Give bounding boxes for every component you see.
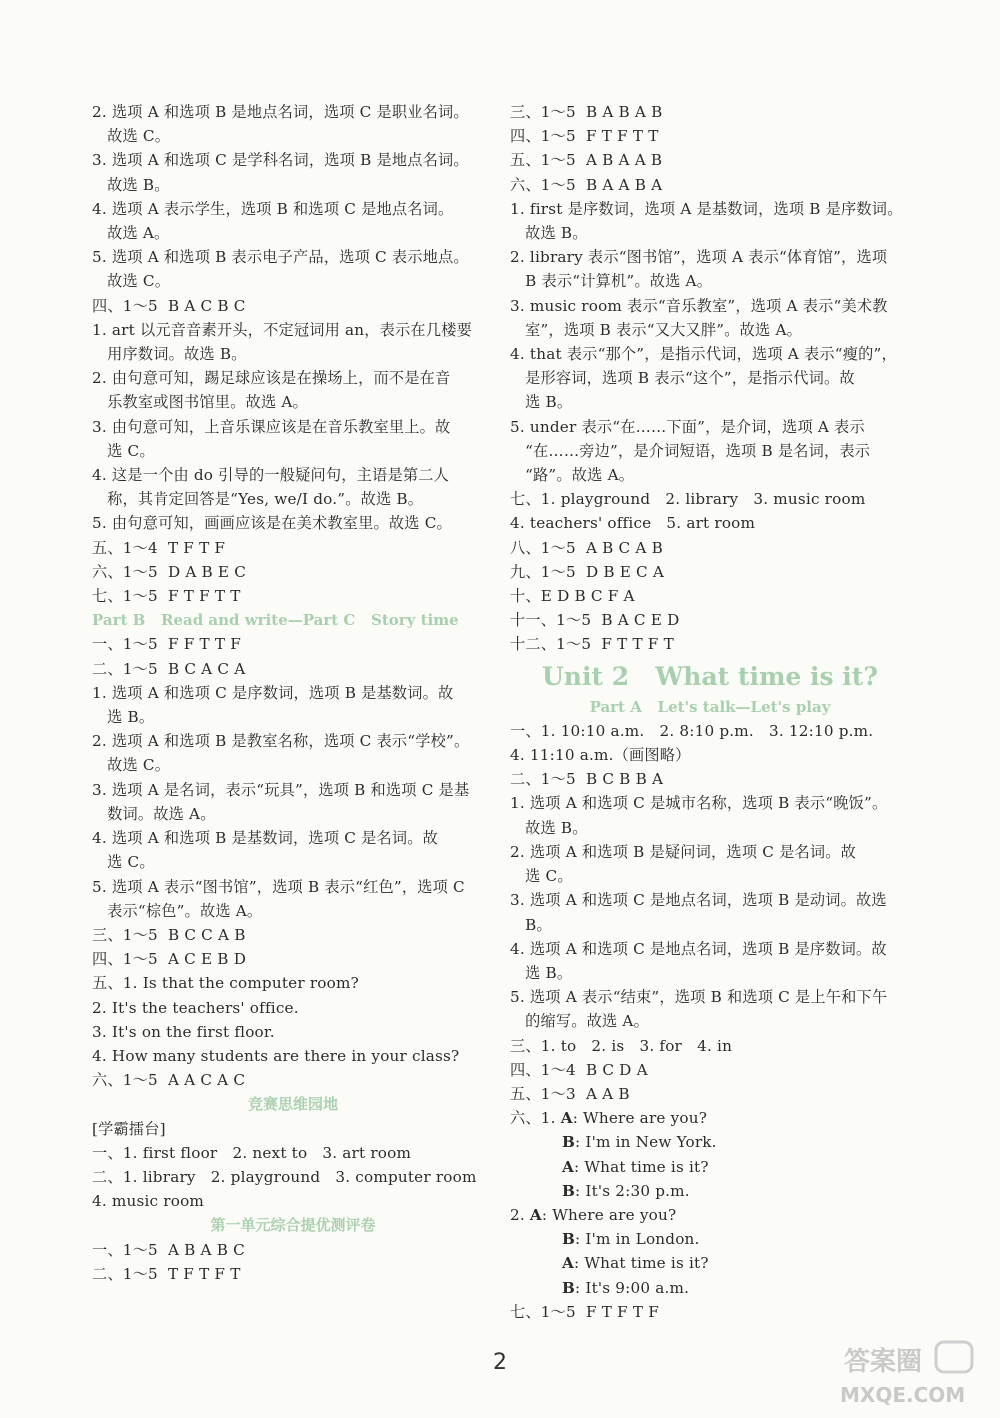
- speaker-label: A: [560, 1109, 573, 1128]
- answer-line: [学霸擂台]: [92, 1119, 166, 1138]
- answer-line: 用序数词。故选 B。: [92, 345, 247, 364]
- answer-line: 六、1～5 B A A B A: [510, 175, 663, 194]
- answer-line: 选 C。: [510, 867, 573, 886]
- dialogue-text: : I'm in London.: [575, 1230, 700, 1249]
- speaker-label: B: [562, 1181, 576, 1200]
- answer-line: 3. 选项 A 和选项 C 是学科名词，选项 B 是地点名词。: [92, 151, 469, 170]
- answer-line: 3. music room 表示“音乐教室”，选项 A 表示“美术教: [510, 296, 888, 315]
- answer-line: 2. library 表示“图书馆”，选项 A 表示“体育馆”，选项: [510, 248, 888, 267]
- left-column: [92, 100, 494, 1286]
- answer-line: [510, 1203, 910, 1227]
- answer-line: 五、1～3 A A B: [510, 1084, 630, 1103]
- answer-line: 四、1～5 F T F T T: [510, 127, 659, 146]
- answer-line: 3. 选项 A 和选项 C 是地点名词，选项 B 是动词。故选: [510, 891, 887, 910]
- answer-line: 七、1～5 F T F T F: [510, 1302, 659, 1321]
- answer-line: 5. 选项 A 表示“结束”，选项 B 和选项 C 是上午和下午: [510, 988, 888, 1007]
- watermark-bottom-text: MXQE.COM: [840, 1383, 966, 1407]
- answer-line: 4. 选项 A 表示学生，选项 B 和选项 C 是地点名词。: [92, 199, 454, 218]
- answer-line: 5. 选项 A 和选项 B 表示电子产品，选项 C 表示地点。: [92, 248, 469, 267]
- answer-line: 乐教室或图书馆里。故选 A。: [92, 393, 308, 412]
- answer-line: 2. 选项 A 和选项 B 是教室名称，选项 C 表示“学校”。: [92, 732, 470, 751]
- answer-line: [510, 1106, 910, 1130]
- answer-line: 八、1～5 A B C A B: [510, 538, 663, 557]
- answer-line: 六、1～5 D A B E C: [92, 562, 247, 581]
- speaker-label: A: [529, 1205, 542, 1224]
- answer-line: 十一、1～5 B A C E D: [510, 611, 680, 630]
- answer-line: 1. art 以元音音素开头，不定冠词用 an，表示在几楼要: [92, 320, 472, 339]
- answer-line: 三、1～5 B A B A B: [510, 103, 663, 121]
- answer-line: 4. 选项 A 和选项 C 是地点名词，选项 B 是序数词。故: [510, 939, 887, 958]
- answer-line: 二、1. library 2. playground 3. computer room: [92, 1167, 477, 1186]
- dialogue-text: : I'm in New York.: [575, 1133, 717, 1152]
- dialogue-text: : What time is it?: [573, 1254, 709, 1273]
- answer-line: 称，其肯定回答是“Yes, we/I do.”。故选 B。: [92, 490, 424, 509]
- answer-line: 三、1. to 2. is 3. for 4. in: [510, 1036, 733, 1055]
- answer-line: 一、1. first floor 2. next to 3. art room: [92, 1143, 412, 1162]
- answer-line: 二、1～5 T F T F T: [92, 1264, 241, 1283]
- dialogue-text: : It's 9:00 a.m.: [575, 1278, 690, 1297]
- answer-line: 七、1～5 F T F T T: [92, 587, 241, 606]
- answer-line: 1. 选项 A 和选项 C 是序数词，选项 B 是基数词。故: [92, 683, 454, 702]
- answer-line: [510, 1130, 910, 1154]
- answer-line: B。: [510, 915, 552, 934]
- answer-line: B 表示“计算机”。故选 A。: [510, 272, 713, 291]
- answer-line: 二、1～5 B C A C A: [92, 659, 246, 678]
- answer-line: 2. 选项 A 和选项 B 是疑问词，选项 C 是名词。故: [510, 842, 857, 861]
- answer-line: 六、1～5 A A C A C: [92, 1071, 246, 1090]
- answer-line: 三、1～5 B C C A B: [92, 925, 246, 944]
- answer-line: 2. It's the teachers' office.: [92, 998, 299, 1017]
- answer-line: 室”，选项 B 表示“又大又胖”。故选 A。: [510, 320, 803, 339]
- answer-line: 5. under 表示“在……下面”，是介词，选项 A 表示: [510, 417, 865, 436]
- answer-line: [510, 1276, 910, 1300]
- answer-line: 3. 由句意可知，上音乐课应该是在音乐教室里上。故: [92, 417, 451, 436]
- answer-line: 是形容词，选项 B 表示“这个”，是指示代词。故: [510, 369, 855, 388]
- speaker-label: B: [562, 1230, 576, 1249]
- answer-line: 五、1～4 T F T F: [92, 538, 226, 557]
- answer-line: 1. first 是序数词，选项 A 是基数词，选项 B 是序数词。: [510, 199, 903, 218]
- answer-line: 十、E D B C F A: [510, 587, 635, 606]
- answer-line: 一、1～5 F F T T F: [92, 635, 241, 654]
- answer-line: 选 B。: [92, 708, 155, 727]
- answer-line: 选 C。: [92, 441, 155, 460]
- answer-line: 故选 B。: [510, 818, 588, 837]
- answer-line: 选 B。: [510, 963, 573, 982]
- answer-line: 4. 选项 A 和选项 B 是基数词，选项 C 是名词。故: [92, 829, 439, 848]
- answer-line: 二、1～5 B C B B A: [510, 770, 664, 789]
- answer-line: 四、1～5 A C E B D: [92, 950, 247, 969]
- answer-line: 四、1～5 B A C B C: [92, 296, 246, 315]
- answer-line: [510, 1179, 910, 1203]
- speaker-label: B: [562, 1133, 576, 1152]
- dialogue-text: : Where are you?: [541, 1205, 677, 1224]
- answer-line: 选 C。: [92, 853, 155, 872]
- dialogue-text: : Where are you?: [572, 1109, 708, 1128]
- speaker-label: B: [562, 1278, 576, 1297]
- answer-line: 表示“棕色”。故选 A。: [92, 901, 263, 920]
- answer-line: 1. 选项 A 和选项 C 是城市名称，选项 B 表示“晚饭”。: [510, 794, 888, 813]
- answer-line: [510, 1251, 910, 1275]
- answer-line: 故选 C。: [92, 127, 171, 146]
- unit-title: Unit 2 What time is it?: [541, 661, 878, 691]
- dialogue-text: : What time is it?: [573, 1157, 709, 1176]
- answer-line: 4. 11:10 a.m.（画图略）: [510, 746, 691, 765]
- answer-line: “在……旁边”，是介词短语，选项 B 是名词，表示: [510, 441, 871, 460]
- answer-line: 五、1～5 A B A A B: [510, 151, 663, 170]
- answer-line: 数词。故选 A。: [92, 804, 216, 823]
- speaker-label: A: [562, 1157, 574, 1176]
- answer-line: 故选 C。: [92, 756, 171, 775]
- answer-line: 故选 A。: [92, 224, 170, 243]
- answer-line: 3. 选项 A 是名词，表示“玩具”，选项 B 和选项 C 是基: [92, 780, 470, 799]
- answer-line: 5. 由句意可知，画画应该是在美术教室里。故选 C。: [92, 514, 452, 533]
- answer-line: 4. teachers' office 5. art room: [510, 514, 756, 533]
- answer-line: 一、1. 10:10 a.m. 2. 8:10 p.m. 3. 12:10 p.m.: [510, 721, 874, 740]
- answer-line: 故选 B。: [510, 224, 588, 243]
- answer-line: 4. that 表示“那个”，是指示代词，选项 A 表示“瘦的”，: [510, 345, 897, 364]
- answer-line: 2. 选项 A 和选项 B 是地点名词，选项 C 是职业名词。: [92, 103, 469, 121]
- answer-line: 4. 这是一个由 do 引导的一般疑问句，主语是第二人: [92, 466, 449, 485]
- answer-line: 4. music room: [92, 1192, 205, 1211]
- answer-line: 2. 由句意可知，踢足球应该是在操场上，而不是在音: [92, 369, 451, 388]
- answer-line: 故选 B。: [92, 175, 170, 194]
- answer-line: 5. 选项 A 表示“图书馆”，选项 B 表示“红色”，选项 C: [92, 877, 465, 896]
- answer-line: 七、1. playground 2. library 3. music room: [510, 490, 866, 509]
- answer-line: 选 B。: [510, 393, 573, 412]
- answer-line: [510, 1227, 910, 1251]
- answer-line: 一、1～5 A B A B C: [92, 1240, 245, 1259]
- answer-line: 故选 C。: [92, 272, 171, 291]
- dialogue-text: : It's 2:30 p.m.: [575, 1181, 690, 1200]
- section-heading: 竞赛思维园地: [247, 1095, 338, 1114]
- answer-line: 3. It's on the first floor.: [92, 1022, 275, 1041]
- section-heading: 第一单元综合提优测评卷: [210, 1216, 376, 1235]
- answer-line: 五、1. Is that the computer room?: [92, 974, 359, 993]
- right-column: [510, 100, 910, 1324]
- answer-line: 的缩写。故选 A。: [510, 1012, 649, 1031]
- answer-line: 十二、1～5 F T T F T: [510, 635, 674, 654]
- answer-line: “路”。故选 A。: [510, 466, 635, 485]
- page-number: 2: [493, 1350, 507, 1375]
- answer-line: 四、1～4 B C D A: [510, 1060, 648, 1079]
- item-number: 六、1.: [510, 1109, 561, 1128]
- answer-line: 4. How many students are there in your class?: [92, 1046, 460, 1065]
- section-heading: Part B Read and write—Part C Story time: [92, 611, 459, 630]
- speaker-label: A: [562, 1254, 574, 1273]
- answer-line: 九、1～5 D B E C A: [510, 562, 665, 581]
- watermark-logo: [836, 1340, 986, 1410]
- unit-part-heading: Part A Let's talk—Let's play: [589, 697, 831, 716]
- watermark-top-text: 答案圈: [844, 1347, 923, 1377]
- answer-line: [510, 1155, 910, 1179]
- item-number: 2.: [510, 1205, 530, 1224]
